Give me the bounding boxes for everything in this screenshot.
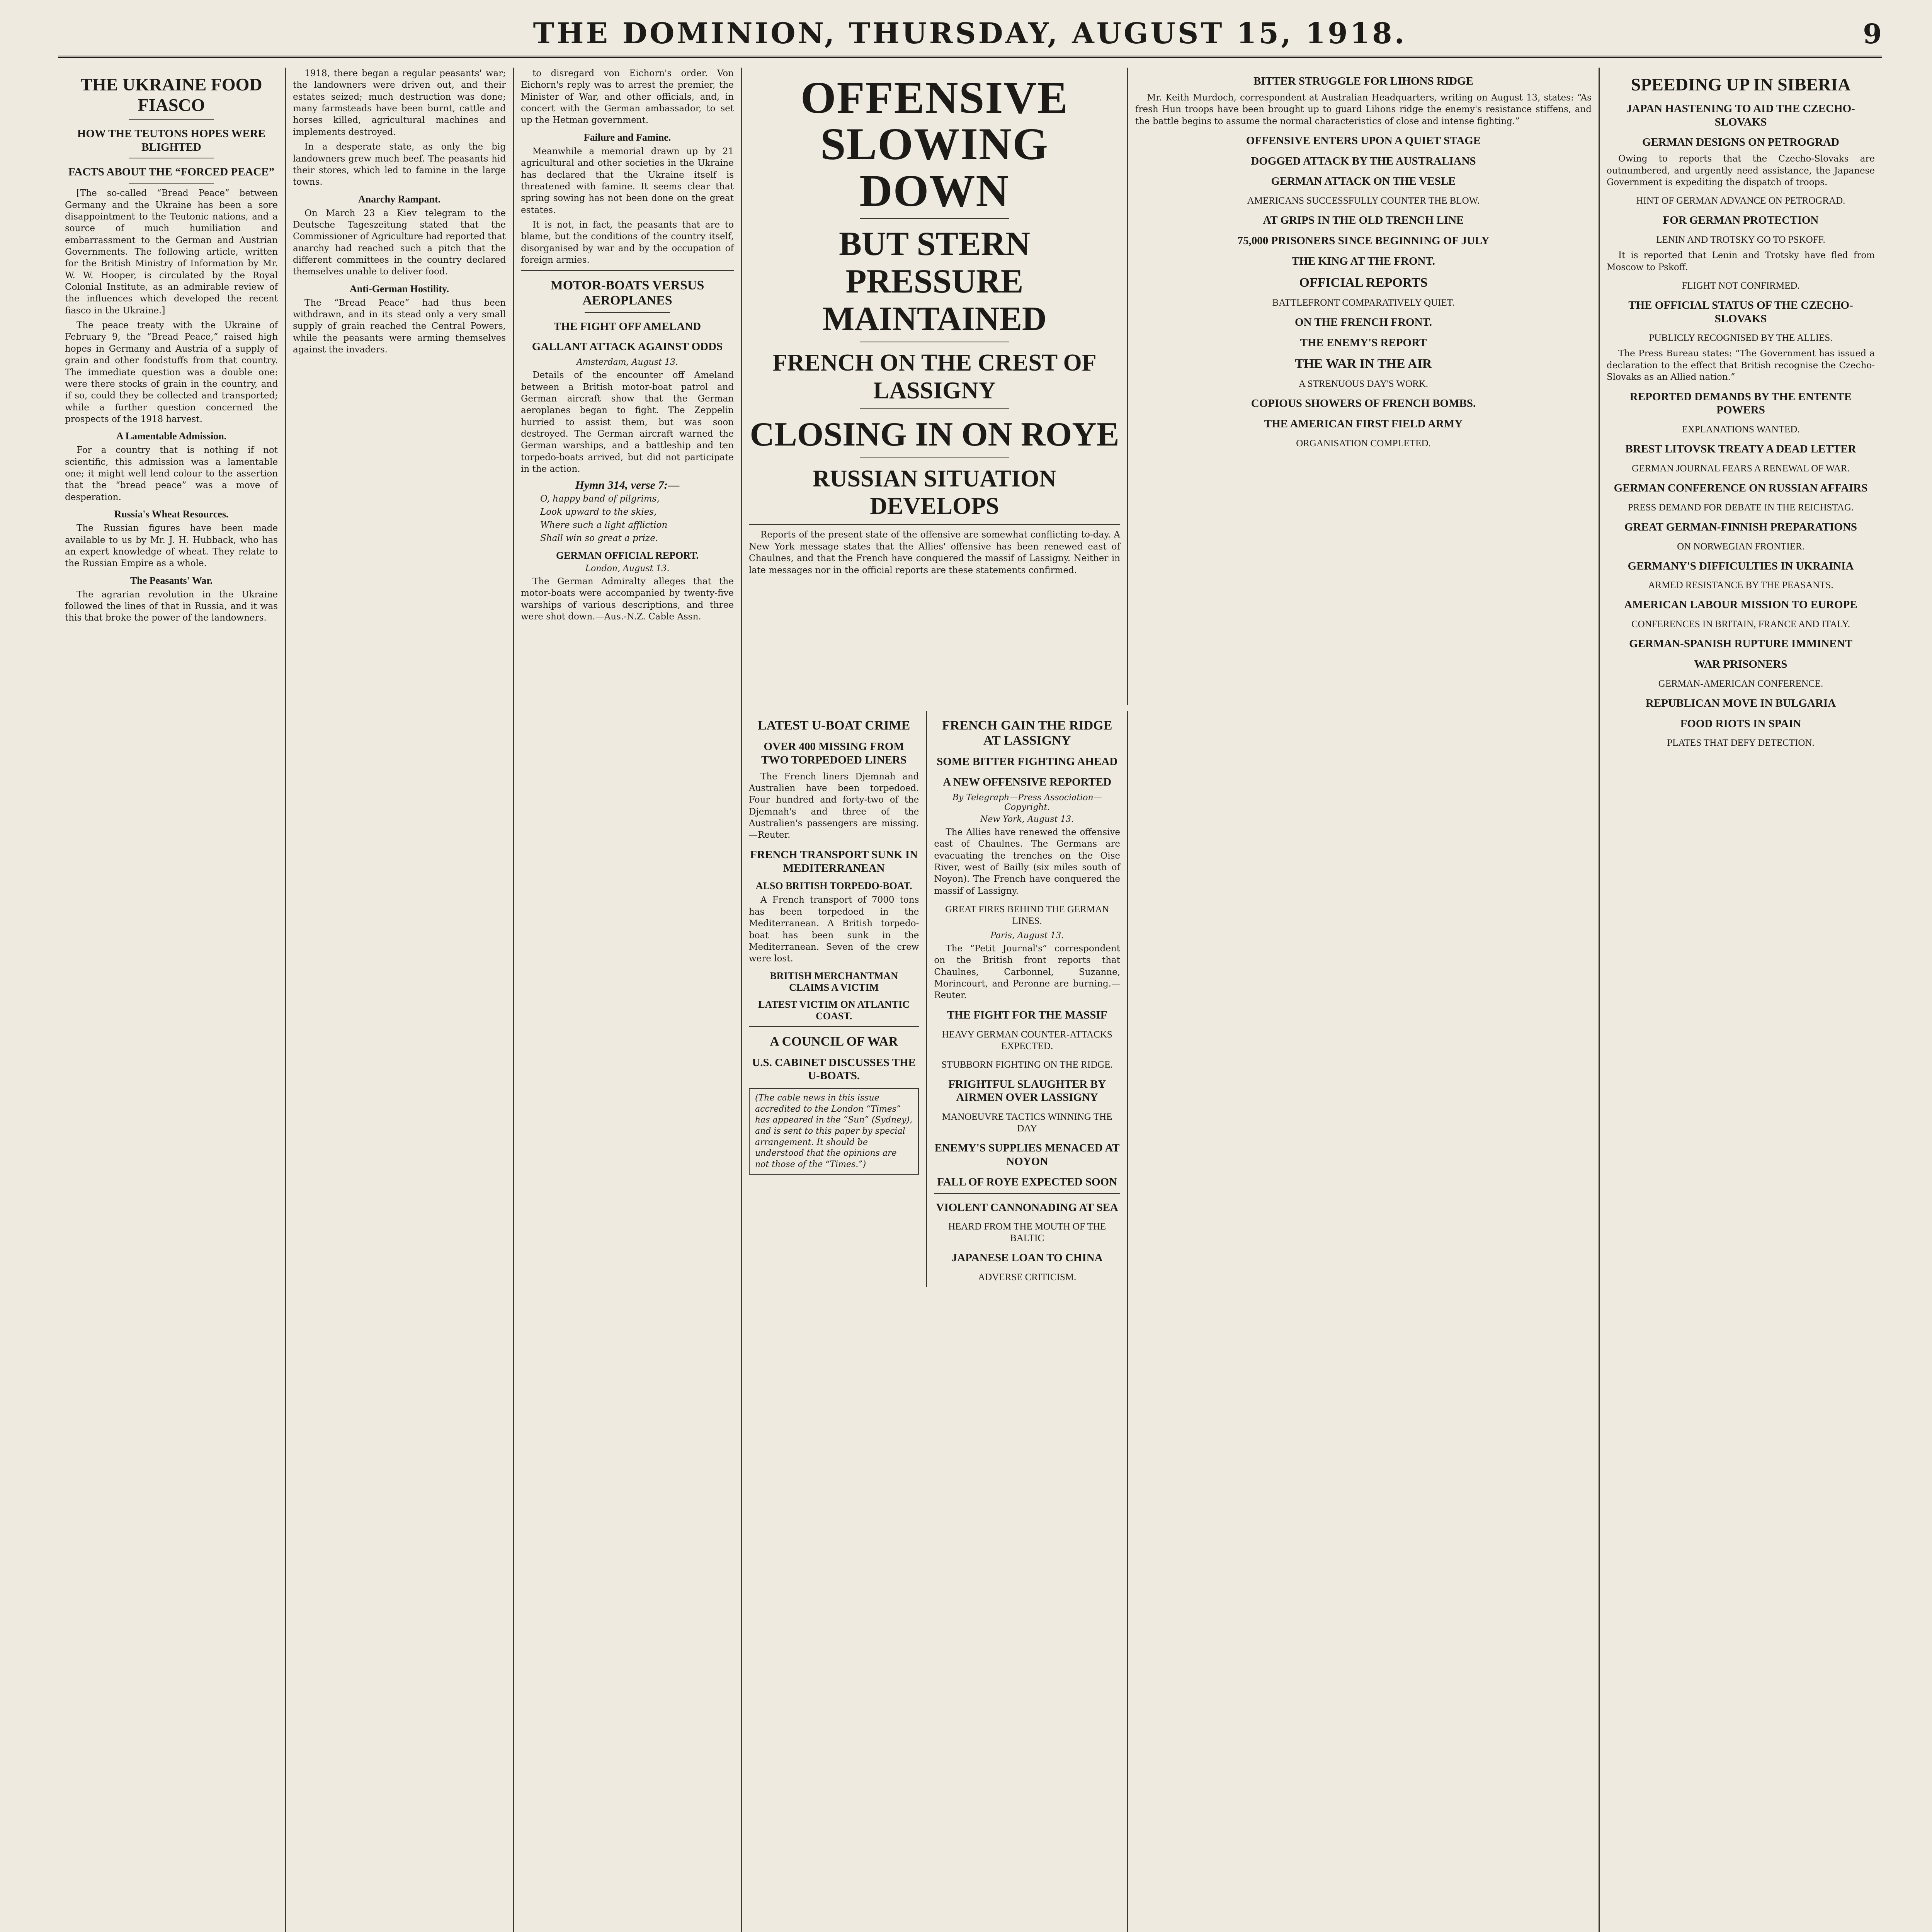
headline-stubborn-fighting: STUBBORN FIGHTING ON THE RIDGE. <box>941 1059 1113 1070</box>
deck-lenin-trotsky: LENIN AND TROTSKY GO TO PSKOFF. <box>1656 235 1825 245</box>
subheading: Failure and Famine. <box>583 131 671 143</box>
headline-french-front: ON THE FRENCH FRONT. <box>1294 316 1432 328</box>
headline-offensive-slowing: OFFENSIVE SLOWING DOWN <box>800 72 1069 216</box>
article-paragraph: The peace treaty with the Ukraine of February 9, the “Bread Peace,” raised high hopes in Germany and Austria of a supply of grain and other foodstuffs from that country. The immediate question was a double one: were there stocks of grain in the country, and if so, could they be collected and transported; while a further question concerned the prospects of the 1918 harvest. <box>65 320 278 424</box>
headline-75000-prisoners: 75,000 PRISONERS SINCE BEGINNING OF JULY <box>1237 235 1490 247</box>
dateline: Paris, August 13. <box>990 930 1064 940</box>
headline-plates-detection: PLATES THAT DEFY DETECTION. <box>1667 738 1815 748</box>
headline-lihons-ridge: BITTER STRUGGLE FOR LIHONS RIDGE <box>1253 75 1473 87</box>
headline-official-reports: OFFICIAL REPORTS <box>1299 275 1428 290</box>
column-2 <box>286 68 514 1932</box>
headline-czecho-status: THE OFFICIAL STATUS OF THE CZECHO-SLOVAKS <box>1628 299 1853 325</box>
headline-first-field-army: THE AMERICAN FIRST FIELD ARMY <box>1264 418 1463 430</box>
article-paragraph: The French liners Djemnah and Australien have been torpedoed. Four hundred and forty-two of the Djemnah's and three of the Australien's passengers are missing.—Reuter. <box>749 771 919 840</box>
subheading: The Peasants' War. <box>130 575 213 586</box>
masthead-title: THE DOMINION, THURSDAY, AUGUST 15, 1918. <box>533 17 1407 50</box>
headline-quiet-stage: OFFENSIVE ENTERS UPON A QUIET STAGE <box>1246 134 1481 147</box>
subheading: ALSO BRITISH TORPEDO-BOAT. <box>755 880 912 892</box>
deck-adverse-criticism: ADVERSE CRITICISM. <box>978 1272 1077 1283</box>
dateline: London, August 13. <box>585 563 670 573</box>
deck-strenuous-day: A STRENUOUS DAY'S WORK. <box>1298 379 1429 389</box>
center-lower <box>742 711 1128 1932</box>
column-1 <box>58 68 286 1932</box>
headline-war-in-air: THE WAR IN THE AIR <box>1295 357 1432 371</box>
deck-bitter-fighting: SOME BITTER FIGHTING AHEAD <box>937 755 1118 768</box>
headline-food-riots: FOOD RIOTS IN SPAIN <box>1680 717 1801 730</box>
uboat-column <box>749 711 927 1287</box>
headline-entente-demands: REPORTED DEMANDS BY THE ENTENTE POWERS <box>1629 390 1852 417</box>
dateline: New York, August 13. <box>980 814 1074 824</box>
deck-americans-counter: AMERICANS SUCCESSFULLY COUNTER THE BLOW. <box>1247 196 1480 206</box>
headline-old-trench-line: AT GRIPS IN THE OLD TRENCH LINE <box>1263 214 1464 227</box>
deck-explanations: EXPLANATIONS WANTED. <box>1682 424 1800 435</box>
headline-stern-pressure: BUT STERN PRESSURE MAINTAINED <box>822 225 1047 338</box>
headline-dogged-attack: DOGGED ATTACK BY THE AUSTRALIANS <box>1251 155 1476 167</box>
deck-conferences: CONFERENCES IN BRITAIN, FRANCE AND ITALY. <box>1631 619 1850 630</box>
column-9 <box>1600 68 1882 1932</box>
article-paragraph: Mr. Keith Murdoch, correspondent at Australian Headquarters, writing on August 13, states: “As fresh Hun troops have been brought up to guard Lihons ridge the enemy's resistance stiffens, and the battle begins to assume the normal characteristics of close and intense fighting.” <box>1135 92 1592 126</box>
lead-summary: Reports of the present state of the offensive are somewhat conflicting to-day. A New York message states that the Allies' offensive has been renewed east of Chaulnes, and that the French have conquered the massif of Lassigny. Neither in late messages nor in the official reports are these statements confirmed. <box>749 530 1120 575</box>
headline-japanese-loan: JAPANESE LOAN TO CHINA <box>951 1252 1103 1264</box>
headline-violent-cannonading: VIOLENT CANNONADING AT SEA <box>936 1201 1118 1214</box>
article-paragraph: The “Petit Journal's” correspondent on the British front reports that Chaulnes, Carbonnel, Suzanne, Morincourt, and Peronne are burning.—Reuter. <box>934 943 1120 1001</box>
subheading: Anti-German Hostility. <box>349 283 449 294</box>
headline-french-gain-ridge: FRENCH GAIN THE RIDGE AT LASSIGNY <box>942 718 1112 748</box>
article-paragraph: On March 23 a Kiev telegram to the Deutsche Tageszeitung stated that the Commissioner of Agriculture had reported that anarchy had reached such a pitch that the different committees in the country declared themselves unable to deliver food. <box>293 208 506 277</box>
subheading: BRITISH MERCHANTMAN CLAIMS A VICTIM <box>770 970 898 993</box>
deck-german-american: GERMAN-AMERICAN CONFERENCE. <box>1658 678 1823 689</box>
headline-great-fires: GREAT FIRES BEHIND THE GERMAN LINES. <box>945 904 1109 926</box>
hymn-heading: Hymn 314, verse 7:— <box>575 479 680 492</box>
headline-french-bombs: COPIOUS SHOWERS OF FRENCH BOMBS. <box>1251 397 1476 410</box>
subheading: A Lamentable Admission. <box>116 430 227 442</box>
deck-recognised-allies: PUBLICLY RECOGNISED BY THE ALLIES. <box>1649 333 1833 344</box>
headline-russian-situation: RUSSIAN SITUATION DEVELOPS <box>812 465 1057 520</box>
column-7 <box>1128 68 1600 1932</box>
subheading: GERMAN OFFICIAL REPORT. <box>556 549 699 561</box>
article-paragraph: A French transport of 7000 tons has been torpedoed in the Mediterranean. A British torpedo-boat has been sunk in the Mediterranean. Seven of the crew were lost. <box>749 895 919 964</box>
french-ridge-column <box>927 711 1120 1287</box>
headline-finnish-preparations: GREAT GERMAN-FINNISH PREPARATIONS <box>1624 520 1857 533</box>
deck-organisation-completed: ORGANISATION COMPLETED. <box>1296 438 1431 449</box>
headline-frightful-slaughter: FRIGHTFUL SLAUGHTER BY AIRMEN OVER LASSIGNY <box>948 1078 1106 1104</box>
deck-armed-resistance: ARMED RESISTANCE BY THE PEASANTS. <box>1648 580 1833 591</box>
column-3 <box>514 68 742 1932</box>
deck-gallant-attack: GALLANT ATTACK AGAINST ODDS <box>532 340 723 353</box>
article-paragraph: 1918, there began a regular peasants' war; the landowners were driven out, and their estates seized; much destruction was done; many farmsteads have been burnt, cattle and horses killed, agricultural machines and implements destroyed. <box>293 68 506 137</box>
deck-counter-attacks: HEAVY GERMAN COUNTER-ATTACKS EXPECTED. <box>942 1029 1112 1051</box>
headline-spanish-rupture: GERMAN-SPANISH RUPTURE IMMINENT <box>1629 638 1852 650</box>
masthead <box>58 13 1882 58</box>
deck-baltic: HEARD FROM THE MOUTH OF THE BALTIC <box>948 1221 1106 1244</box>
hymn-line: Look upward to the skies, <box>540 507 657 517</box>
article-paragraph: to disregard von Eichorn's order. Von Eichorn's reply was to arrest the premier, the Minister of War, and other officials, and, in concert with the German ambassador, to set up the Hetman government. <box>521 68 734 126</box>
article-paragraph: [The so-called “Bread Peace” between Germany and the Ukraine has been a sore disappointment to the Teutonic nations, and a source of much humiliation and embarrassment to the German and Austrian Governments. The following article, written for the British Ministry of Information by Mr. W. W. Hooper, is circulated by the Royal Colonial Institute, as an admirable review of the influences which developed the recent fiasco in the Ukraine.] <box>65 188 278 316</box>
article-paragraph: The Russian figures have been made available to us by Mr. J. H. Hubback, who has an expert knowledge of wheat. They relate to the Russian Empire as a whole. <box>65 523 278 569</box>
headline-hint-advance: HINT OF GERMAN ADVANCE ON PETROGRAD. <box>1636 196 1845 206</box>
article-paragraph: The “Bread Peace” had thus been withdrawn, and in its stead only a very small supply of grain reached the Central Powers, while the peasants were arming themselves against the invaders. <box>293 298 506 355</box>
article-paragraph: It is reported that Lenin and Trotsky have fled from Moscow to Pskoff. <box>1607 250 1875 272</box>
article-paragraph: The German Admiralty alleges that the motor-boats were accompanied by twenty-five warships of various descriptions, and three were shot down.—Aus.-N.Z. Cable Assn. <box>521 576 734 622</box>
headline-designs-petrograd: GERMAN DESIGNS ON PETROGRAD <box>1642 136 1839 149</box>
hymn-line: Shall win so great a prize. <box>540 533 658 544</box>
headline-attack-vesle: GERMAN ATTACK ON THE VESLE <box>1271 175 1456 188</box>
headline-ukraine-food: THE UKRAINE FOOD FIASCO <box>80 75 262 115</box>
deck-forced-peace: FACTS ABOUT THE “FORCED PEACE” <box>68 166 275 179</box>
headline-enemy-supplies: ENEMY'S SUPPLIES MENACED AT NOYON <box>934 1142 1120 1168</box>
deck-japan-hastening: JAPAN HASTENING TO AID THE CZECHO-SLOVAKS <box>1626 102 1855 128</box>
headline-fight-massif: THE FIGHT FOR THE MASSIF <box>947 1009 1107 1021</box>
article-paragraph: It is not, in fact, the peasants that are to blame, but the conditions of the country itself, disorganised by war and by the occupation of foreign armies. <box>521 219 734 265</box>
headline-war-prisoners: WAR PRISONERS <box>1694 658 1787 670</box>
article-paragraph: The agrarian revolution in the Ukraine followed the lines of that in Russia, and it was this that broke the power of the landowners. <box>65 589 278 623</box>
byline: By Telegraph—Press Association—Copyright. <box>952 793 1102 812</box>
article-paragraph: Meanwhile a memorial drawn up by 21 agricultural and other societies in the Ukraine has declared that the Ukraine itself is threatened with famine. It seems clear that spring sowing has not been done on the great estates. <box>521 146 734 215</box>
deck-400-missing: OVER 400 MISSING FROM TWO TORPEDOED LINERS <box>761 740 907 766</box>
dateline: Amsterdam, August 13. <box>577 357 678 367</box>
headline-german-protection: FOR GERMAN PROTECTION <box>1663 214 1819 227</box>
article-paragraph: Owing to reports that the Czecho-Slovaks are outnumbered, and urgently need assistance, the Japanese Government is expediting the dispatch of troops. <box>1607 154 1875 187</box>
deck-teutons-hopes: HOW THE TEUTONS HOPES WERE BLIGHTED <box>77 127 266 153</box>
subheading: Russia's Wheat Resources. <box>114 509 229 520</box>
hymn-line: Where such a light affliction <box>540 520 668 531</box>
headline-uboat-crime: LATEST U-BOAT CRIME <box>758 718 910 733</box>
center-lead <box>742 68 1128 705</box>
headline-russian-affairs: GERMAN CONFERENCE ON RUSSIAN AFFAIRS <box>1614 481 1868 494</box>
article-paragraph: The Press Bureau states: “The Government has issued a declaration to the effect that British recognise the Czecho-Slovaks as an Allied nation.” <box>1607 349 1875 383</box>
headline-bulgaria: REPUBLICAN MOVE IN BULGARIA <box>1645 697 1836 709</box>
headline-siberia: SPEEDING UP IN SIBERIA <box>1631 75 1851 94</box>
subheading: Anarchy Rampant. <box>358 193 441 205</box>
headline-manoeuvre-tactics: MANOEUVRE TACTICS WINNING THE DAY <box>942 1112 1112 1134</box>
deck-comparatively-quiet: BATTLEFRONT COMPARATIVELY QUIET. <box>1272 297 1455 308</box>
headline-labour-mission: AMERICAN LABOUR MISSION TO EUROPE <box>1624 599 1857 611</box>
subheading: LATEST VICTIM ON ATLANTIC COAST. <box>758 998 910 1022</box>
headline-closing-roye: CLOSING IN ON ROYE <box>750 416 1119 454</box>
deck-ameland: THE FIGHT OFF AMELAND <box>553 320 701 333</box>
deck-reichstag: PRESS DEMAND FOR DEBATE IN THE REICHSTAG. <box>1628 502 1854 513</box>
headline-lassigny-crest: FRENCH ON THE CREST OF LASSIGNY <box>772 350 1097 404</box>
headline-french-transport: FRENCH TRANSPORT SUNK IN MEDITERRANEAN <box>750 848 918 874</box>
headline-brest-litovsk: BREST LITOVSK TREATY A DEAD LETTER <box>1625 443 1856 456</box>
times-note: (The cable news in this issue accredited to the London “Times” has appeared in the “Sun” (Sydney), and is sent to this paper by special arrangement. It should be understood that the opinions are not those of the “Times.”) <box>749 1088 919 1175</box>
headline-ukrainia: GERMANY'S DIFFICULTIES IN UKRAINIA <box>1628 560 1854 572</box>
page-number: 9 <box>1863 18 1882 50</box>
headline-flight-not-confirmed: FLIGHT NOT CONFIRMED. <box>1682 280 1800 291</box>
deck-renewal-war: GERMAN JOURNAL FEARS A RENEWAL OF WAR. <box>1632 463 1850 474</box>
deck-norwegian-frontier: ON NORWEGIAN FRONTIER. <box>1677 541 1804 552</box>
headline-king-at-front: THE KING AT THE FRONT. <box>1292 255 1435 267</box>
article-paragraph: In a desperate state, as only the big landowners grew much beef. The peasants hid their stores, which led to famine in the large towns. <box>293 142 506 187</box>
hymn-line: O, happy band of pilgrims, <box>540 494 660 504</box>
deck-new-offensive: A NEW OFFENSIVE REPORTED <box>943 776 1112 788</box>
headline-enemys-report: THE ENEMY'S REPORT <box>1300 336 1427 349</box>
article-paragraph: The Allies have renewed the offensive east of Chaulnes. The Germans are evacuating the trenches on the Oise River, west of Bailly (six miles south of Noyon). The French have conquered the massif of Lassigny. <box>934 827 1120 896</box>
deck-cabinet: U.S. CABINET DISCUSSES THE U-BOATS. <box>752 1056 916 1082</box>
headline-fall-of-roye: FALL OF ROYE EXPECTED SOON <box>937 1175 1117 1188</box>
headline-motor-boats: MOTOR-BOATS VERSUS AEROPLANES <box>550 278 704 308</box>
article-paragraph: Details of the encounter off Ameland between a British motor-boat patrol and German aircraft show that the German aeroplanes began to fight. The Zeppelin hurried to assist them, but was soon destroyed. The German aircraft warned the German warships, and a battleship and ten torpedo-boats arrived, but did not participate in the action. <box>521 370 734 474</box>
article-paragraph: For a country that is nothing if not scientific, this admission was a lamentable one; it might well lend colour to the assertion that the “bread peace” was a move of desperation. <box>65 445 278 502</box>
headline-council-war: A COUNCIL OF WAR <box>770 1034 898 1049</box>
